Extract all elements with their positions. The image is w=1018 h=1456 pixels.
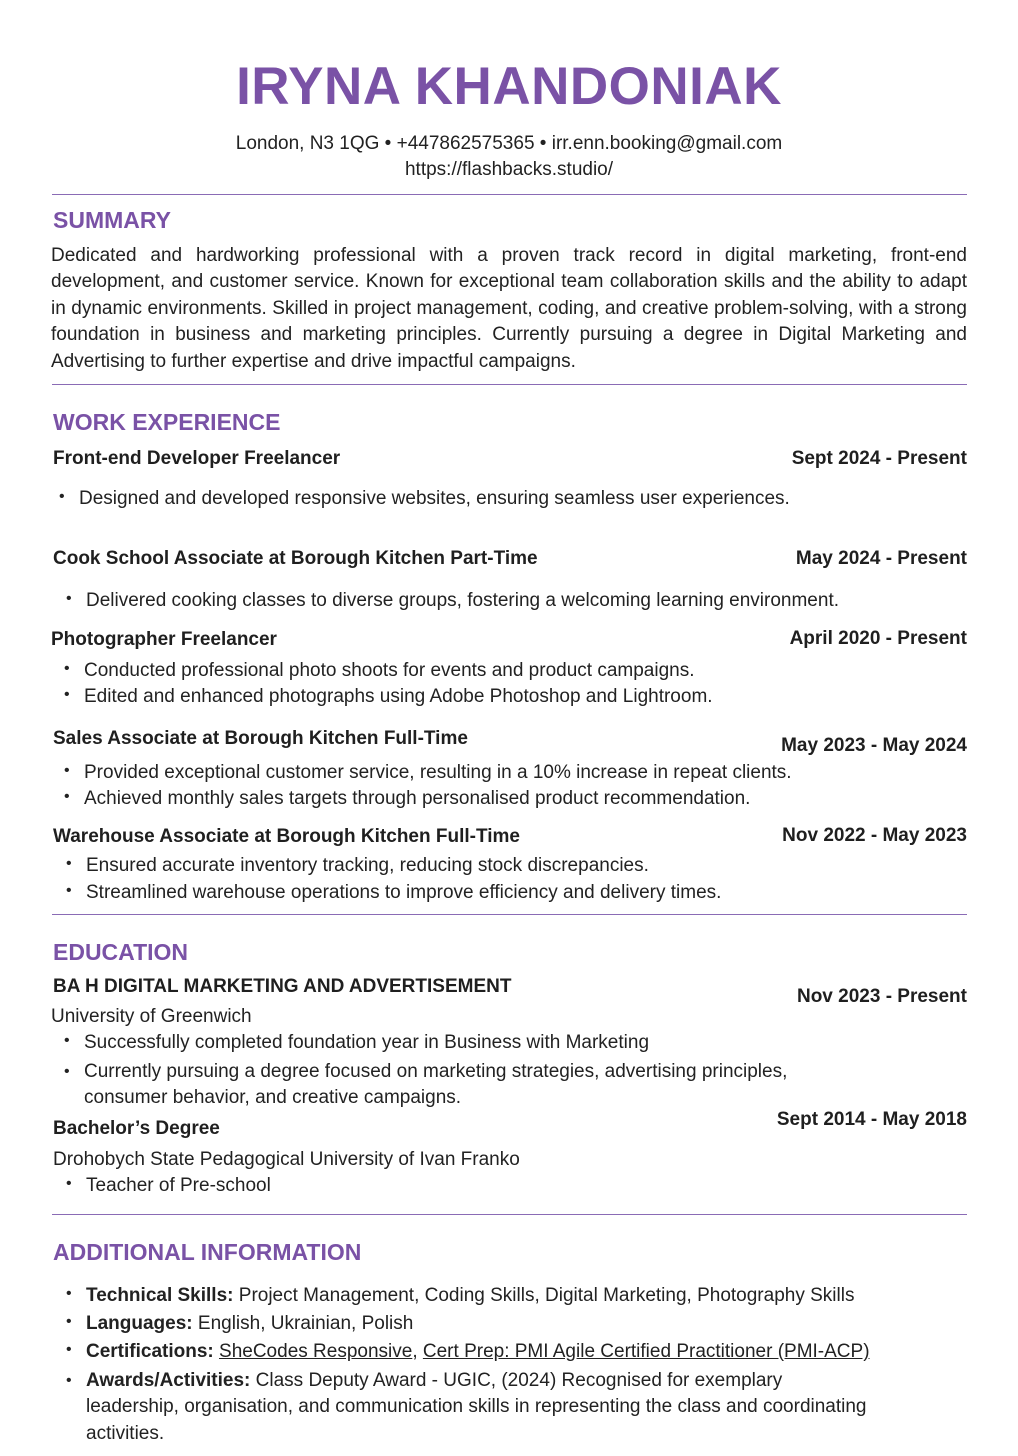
education-bullet: • Teacher of Pre-school <box>86 1175 271 1197</box>
additional-info-heading: ADDITIONAL INFORMATION <box>53 1239 362 1265</box>
job-title: Cook School Associate at Borough Kitchen Part-Time <box>53 548 538 569</box>
job-bullet: • Ensured accurate inventory tracking, reducing stock discrepancies. <box>86 855 649 877</box>
languages-item <box>86 1313 413 1335</box>
divider <box>52 914 967 915</box>
job-dates: Nov 2022 - May 2023 <box>782 825 967 846</box>
technical-skills-label: Technical Skills: <box>86 1285 234 1306</box>
divider <box>52 1214 967 1215</box>
education-heading: EDUCATION <box>53 939 189 965</box>
job-bullet: • Conducted professional photo shoots for events and product campaigns. <box>84 660 695 682</box>
degree-dates: Nov 2023 - Present <box>796 986 967 1007</box>
work-experience-heading: WORK EXPERIENCE <box>53 409 281 435</box>
education-bullet: • Currently pursuing a degree focused on marketing strategies, advertising principles, consumer behavior, and creative campaigns. <box>84 1059 874 1112</box>
job-bullet: • Streamlined warehouse operations to improve efficiency and delivery times. <box>86 882 721 904</box>
job-title: Sales Associate at Borough Kitchen Full-Time <box>53 728 468 749</box>
candidate-name: IRYNA KHANDONIAK <box>236 57 782 116</box>
certifications-label: Certifications: <box>86 1341 214 1362</box>
divider <box>52 194 967 195</box>
website-link[interactable]: https://flashbacks.studio/ <box>404 159 614 180</box>
job-bullet: • Edited and enhanced photographs using Adobe Photoshop and Lightroom. <box>84 686 713 708</box>
degree-title: Bachelor’s Degree <box>53 1118 220 1139</box>
cert-separator: , <box>412 1341 418 1362</box>
school-name: Drohobych State Pedagogical University of Ivan Franko <box>53 1149 520 1170</box>
divider <box>52 384 967 385</box>
summary-heading: SUMMARY <box>53 207 171 233</box>
job-bullet: • Achieved monthly sales targets through personalised product recommendation. <box>84 788 750 810</box>
languages-value: English, Ukrainian, Polish <box>197 1313 414 1334</box>
job-dates: April 2020 - Present <box>789 628 967 649</box>
job-bullet: • Provided exceptional customer service, resulting in a 10% increase in repeat clients. <box>84 762 792 784</box>
summary-text: Dedicated and hardworking professional with a proven track record in digital marketing, front-end development, and customer service. Known for exceptional team collaboration skills and the ability to adapt in dynamic environments. Skilled in project management, coding, and creative problem-solving, with a strong foundation in business and marketing principles. Currently pursuing a degree in Digital Marketing and Advertising to further expertise and drive impactful campaigns. <box>51 245 967 372</box>
cert-link-pmi-acp[interactable]: Cert Prep: PMI Agile Certified Practitioner (PMI-ACP) <box>422 1341 870 1362</box>
job-dates: May 2024 - Present <box>795 548 967 569</box>
contact-line: London, N3 1QG • +447862575365 • irr.enn.booking@gmail.com <box>235 133 783 154</box>
awards-value: Class Deputy Award - UGIC, (2024) Recognised for exemplary leadership, organisation, and communication skills in representing the class and coordinating activities. <box>86 1370 867 1444</box>
job-title: Warehouse Associate at Borough Kitchen Full-Time <box>53 826 520 847</box>
certifications-item <box>86 1341 870 1363</box>
degree-title: BA H DIGITAL MARKETING AND ADVERTISEMENT <box>53 976 512 997</box>
job-dates: Sept 2024 - Present <box>791 448 967 469</box>
technical-skills-value: Project Management, Coding Skills, Digital Marketing, Photography Skills <box>238 1285 855 1306</box>
awards-label: Awards/Activities: <box>86 1370 251 1391</box>
job-bullet: • Delivered cooking classes to diverse groups, fostering a welcoming learning environment. <box>86 590 839 612</box>
technical-skills-item <box>86 1285 854 1307</box>
degree-dates: Sept 2014 - May 2018 <box>776 1109 967 1130</box>
awards-item <box>86 1368 876 1447</box>
cert-link-shecodes[interactable]: SheCodes Responsive <box>219 1341 413 1362</box>
job-title: Photographer Freelancer <box>51 629 277 650</box>
education-bullet: • Successfully completed foundation year in Business with Marketing <box>84 1032 649 1054</box>
school-name: University of Greenwich <box>51 1006 252 1027</box>
job-dates: May 2023 - May 2024 <box>781 735 967 756</box>
languages-label: Languages: <box>86 1313 193 1334</box>
job-title: Front-end Developer Freelancer <box>53 448 341 469</box>
job-bullet: • Designed and developed responsive websites, ensuring seamless user experiences. <box>79 488 790 510</box>
